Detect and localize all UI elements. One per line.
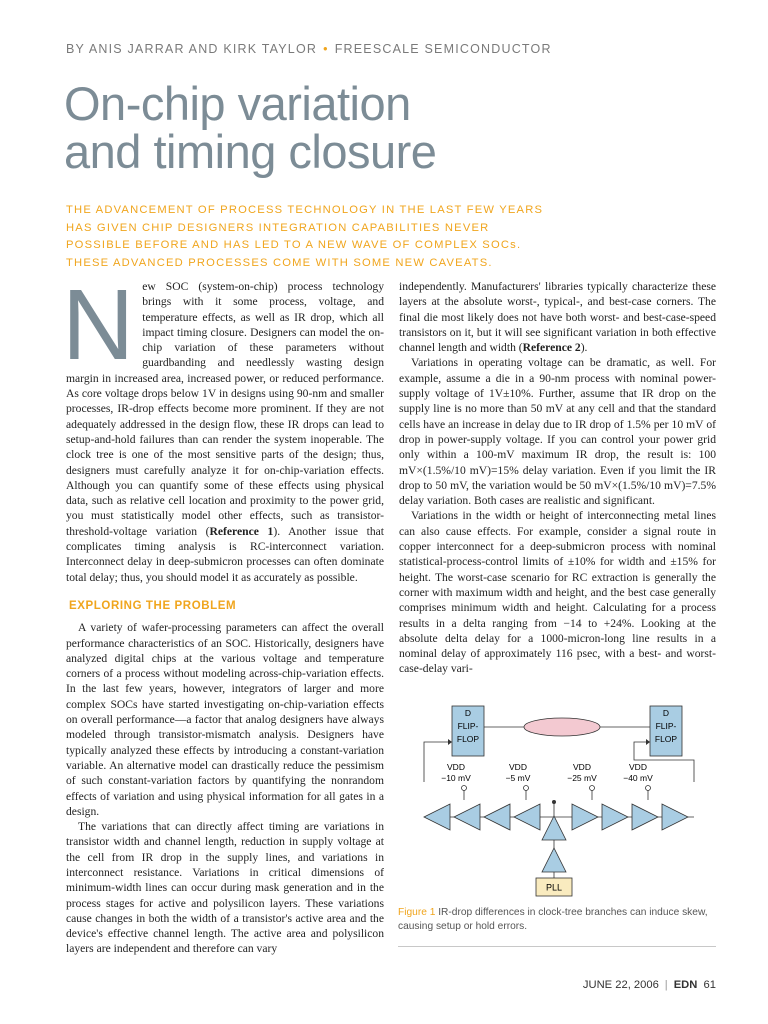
pll-label: PLL xyxy=(545,882,563,893)
figure-clock-tree-diagram xyxy=(412,690,712,900)
vdd-drop-label: −25 mV xyxy=(567,773,597,783)
bullet-icon: • xyxy=(323,42,329,56)
supply-tap-icon xyxy=(646,786,651,791)
supply-tap-icon xyxy=(462,786,467,791)
vdd-drop-label: −40 mV xyxy=(623,773,653,783)
clock-buffer xyxy=(602,804,628,830)
paragraph-text-end: ). xyxy=(580,341,588,355)
intro-text-end: ). Another issue that complicates timing analysis is RC-interconnect variation. Interconnect delay in deep-submicron processes can often dominate total delay; thus, you should model it as accurately as possible. xyxy=(66,524,385,584)
section-heading: EXPLORING THE PROBLEM xyxy=(69,599,237,612)
page-title xyxy=(64,77,437,178)
figure-caption xyxy=(398,906,716,934)
footer-separator: | xyxy=(664,979,668,991)
clock-buffer xyxy=(484,804,510,830)
supply-tap-icon xyxy=(524,786,529,791)
title-line-1: On-chip variation xyxy=(64,77,411,130)
byline-company: FREESCALE SEMICONDUCTOR xyxy=(334,42,552,56)
clock-buffer xyxy=(572,804,598,830)
right-column xyxy=(399,279,716,677)
intro-text: ew SOC (system-on-chip) process technology brings with it some process, voltage, and temperature effects, as well as IR drop, which all impact timing closure. Designers can model the on-chip variation of these parameters without guardbanding and needlessly wasting design margin in increased area, increased power, or reduced performance. As core voltage drops below 1V in designs using 90-nm and smaller processes, IR-drop effects become more prominent. If they are not adequately addressed in the design flow, these IR drops can lead to setup-and-hold failures than can render the system inoperable. The clock tree is one of the most sensitive parts of the design; thus, designers must carefully analyze it for on-chip-variation effects. Although you can quantify some of these effects using physical data, such as relative cell location and proximity to the power grid, you must statistically model other effects, such as transistor-threshold-voltage variation ( xyxy=(66,280,384,538)
reference-2: Reference 2 xyxy=(522,341,581,355)
footer-date: JUNE 22, 2006 xyxy=(582,979,659,991)
clock-buffer xyxy=(514,804,540,830)
deck: THE ADVANCEMENT OF PROCESS TECHNOLOGY IN THE LAST FEW YEARS HAS GIVEN CHIP DESIGNERS INTEGRATION CAPABILITIES NEVER POSSIBLE BEFORE AND HAS LED TO A NEW WAVE OF COMPLEX SOCs. THESE ADVANCED PROCESSES COME WITH SOME NEW CAVEATS. xyxy=(66,204,544,269)
ff-label-2: FLIP- xyxy=(655,721,677,731)
figure-caption-text: IR-drop differences in clock-tree branches can induce skew, causing setup or hold errors. xyxy=(398,907,708,932)
vdd-label: VDD xyxy=(447,762,465,772)
paragraph xyxy=(399,279,716,355)
title-line-2: and timing closure xyxy=(64,125,437,178)
paragraph: The variations that can directly affect timing are variations in transistor width and channel length, reduction in supply voltage at the cell from IR drop in the supply lines, and variations in interconnect resistance. Variations in critical dimensions of minimum-width lines can occur during mask generation and in the process stages for active and polysilicon layers. These variations cause changes in both the width of a transistor's active area and the device's effective channel length. The active area and polysilicon layers are independent and therefore can vary xyxy=(66,820,384,956)
ff-label-3: FLOP xyxy=(654,734,678,744)
vdd-label: VDD xyxy=(509,762,527,772)
arrow-icon xyxy=(646,739,650,745)
clock-buffer xyxy=(662,804,688,830)
clock-buffer xyxy=(454,804,480,830)
paragraph: A variety of wafer-processing parameters can affect the overall performance characteristics of an SOC. Historically, designers have analyzed digital chips at the various voltage and temperature corners of a process without modeling across-chip-variation effects. In the last few years, however, integrators of larger and more complex SOCs have started investigating on-chip-variation effects on overall performance—a factor that analog designers have always modeled through transistor-mismatch analysis. Designers have typically analyzed these effects by introducing a constant-variation variable. An alternative model can drastically reduce the pessimism of such constant-variation factors by quantifying the nonrandom effects of variation and using physical information for all gates in a design. xyxy=(66,621,384,818)
byline xyxy=(66,42,552,56)
drop-cap: N xyxy=(62,269,135,381)
vdd-drop-label: −5 mV xyxy=(505,773,531,783)
junction-icon xyxy=(552,800,556,804)
vdd-label: VDD xyxy=(573,762,591,772)
page-footer xyxy=(560,979,716,991)
byline-authors: BY ANIS JARRAR AND KIRK TAYLOR xyxy=(66,42,318,56)
divider xyxy=(398,946,716,947)
page-number: 61 xyxy=(703,979,716,991)
vdd-label: VDD xyxy=(629,762,647,772)
figure-label: Figure 1 xyxy=(398,907,436,918)
arrow-icon xyxy=(448,739,452,745)
clock-buffer xyxy=(542,848,566,872)
paragraph-intro xyxy=(62,269,385,585)
vdd-drop-label: −10 mV xyxy=(441,773,471,783)
clock-buffer xyxy=(424,804,450,830)
ff-label-3: FLOP xyxy=(456,734,480,744)
left-column xyxy=(62,269,385,957)
supply-tap-icon xyxy=(590,786,595,791)
paragraph: Variations in the width or height of interconnecting metal lines can also cause effects. For example, consider a signal route in copper interconnect for a deep-submicron process with nominal statistical-process-control limits of ±10% for width and ±15% for height. The worst-case scenario for RC extraction is generally the corner with maximum width and height, and the best case generally comprises minimum width and height. Calculating for a process results in a delta ranging from −14 to +24%. Looking at the absolute delta delay for a 1000-micron-long line results in a nominal delay of approximately 116 psec, with a best- and worst-case-delay vari- xyxy=(399,509,716,676)
ff-label-2: FLIP- xyxy=(457,721,479,731)
clock-buffer xyxy=(632,804,658,830)
ff-label-1: D xyxy=(662,708,670,718)
reference-1: Reference 1 xyxy=(209,524,274,538)
ff-label-1: D xyxy=(464,708,472,718)
footer-publication: EDN xyxy=(673,979,698,991)
logic-cloud xyxy=(524,718,600,736)
clock-buffer xyxy=(542,816,566,840)
paragraph-text: independently. Manufacturers' libraries typically characterize these layers at the absolute worst-, typical-, and best-case corners. The final die most likely does not have both worst- and best-case-speed transistors on it, but it will see significant variation in both effective channel length and width ( xyxy=(399,280,716,355)
paragraph: Variations in operating voltage can be dramatic, as well. For example, assume a die in a 90-nm process with nominal power-supply voltage of 1V±10%. Further, assume that IR drop on the supply line is no more than 50 mV at any cell and that the standard cells have an increase in delay due to IR drop of 1.5% per 10 mV of drop in power-supply voltage. If you can control your power grid only within a 100-mV maximum IR drop, the result is: 100 mV×(1.5%/10 mV)=15% delay variation. Even if you limit the IR drop to 50 mV, the variation would be 50 mV×(1.5%/10 mV)=7.5% delay variation. Both cases are realistic and significant. xyxy=(399,356,716,508)
